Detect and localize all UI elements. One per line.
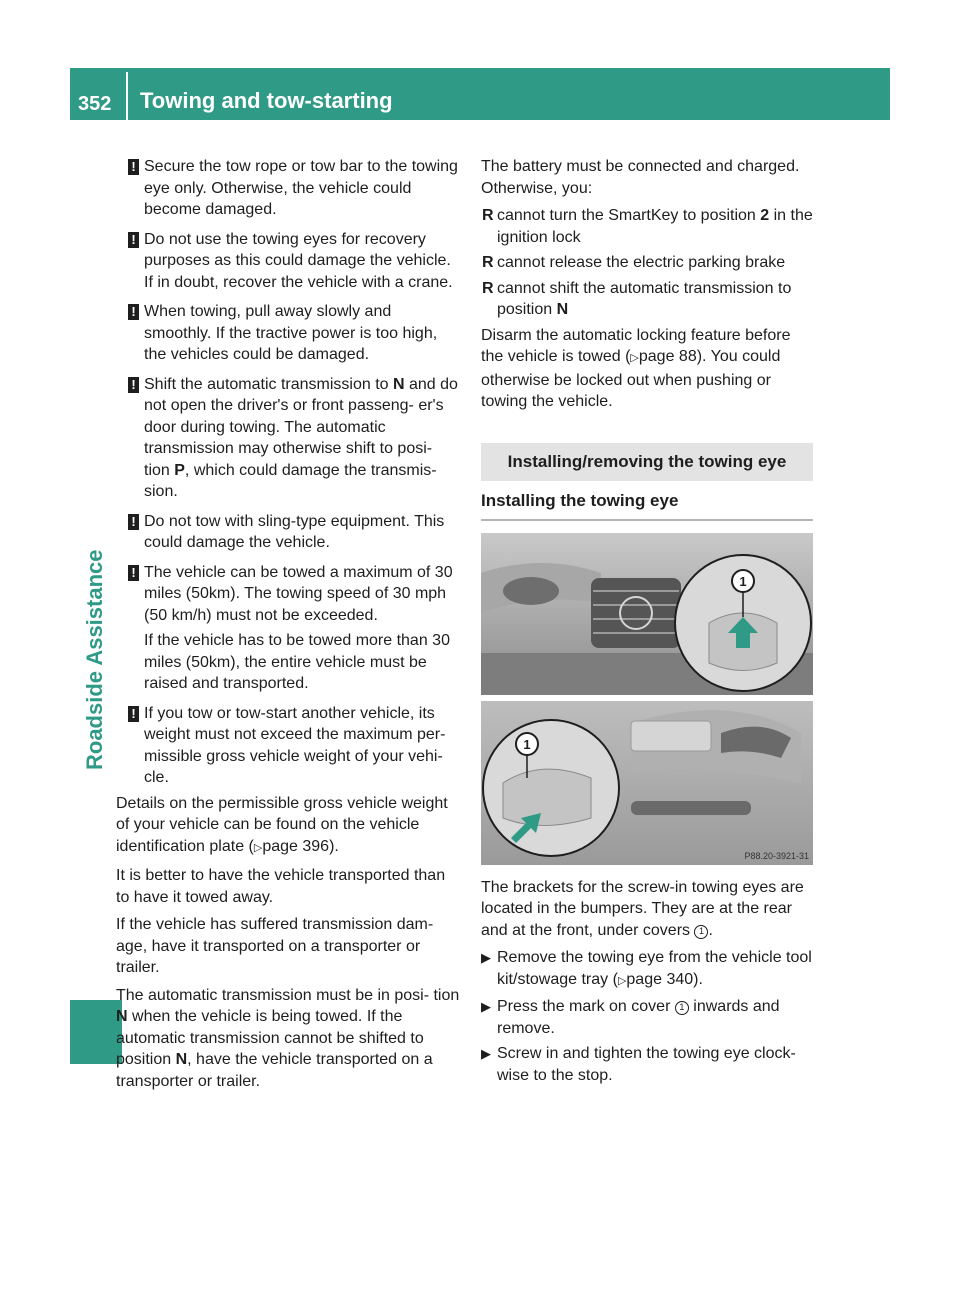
right-column <box>481 156 813 1090</box>
warning-icon: ! <box>128 514 139 530</box>
bullet-icon: R <box>482 254 494 271</box>
towing-eye-illustration <box>481 533 813 865</box>
left-column <box>116 156 460 1098</box>
step-arrow-icon: ▶ <box>481 1046 491 1061</box>
subsection-banner: Installing/removing the towing eye <box>481 443 813 481</box>
list-item: R cannot turn the SmartKey to position 2 in the ignition lock <box>482 207 813 246</box>
warning-item: ! Shift the automatic transmission to N and do not open the driver's or front passeng- er's door during towing. The automatic transmission may otherwise shift to posi- tion P, which could damage the transmis- sion. <box>116 374 460 503</box>
warning-item: ! If you tow or tow-start another vehicle, its weight must not exceed the maximum per- missible gross vehicle weight of your vehi- cle. <box>116 703 460 789</box>
bullet-icon: R <box>482 207 494 224</box>
header-divider <box>126 72 128 120</box>
instruction-step: ▶ Press the mark on cover 1 inwards and remove. <box>481 998 780 1037</box>
page-ref-icon: ▷ <box>617 974 627 987</box>
page-ref-link[interactable]: page 340 <box>626 970 694 988</box>
gross-weight-paragraph: Details on the permissible gross vehicle weight of your vehicle can be found on the vehicle identification plate (▷page 396). <box>116 794 448 855</box>
warning-icon: ! <box>128 377 139 393</box>
callout-number-icon: 1 <box>694 925 708 939</box>
transport-paragraph: It is better to have the vehicle transported than to have it towed away. <box>116 867 446 906</box>
warning-icon: ! <box>128 232 139 248</box>
warning-item: ! Secure the tow rope or tow bar to the towing eye only. Otherwise, the vehicle could become damaged. <box>116 156 460 221</box>
towing-eye-illustration-svg <box>481 533 813 865</box>
damage-paragraph: If the vehicle has suffered transmission dam- age, have it transported on a transporter or trailer. <box>116 916 434 976</box>
brackets-paragraph: The brackets for the screw-in towing eyes are located in the bumpers. They are at the rear and at the front, under covers 1 . <box>481 878 804 939</box>
disarm-paragraph: Disarm the automatic locking feature before the vehicle is towed (▷page 88). You could otherwise be locked out when pushing or towing the vehicle. <box>481 326 791 410</box>
warning-item: ! Do not tow with sling-type equipment. This could damage the vehicle. <box>116 511 460 554</box>
warning-icon: ! <box>128 304 139 320</box>
warning-icon: ! <box>128 159 139 175</box>
battery-intro: The battery must be connected and charged. Otherwise, you: <box>481 158 800 197</box>
page-ref-link[interactable]: page 396 <box>262 837 330 855</box>
page-ref-link[interactable]: page 88 <box>638 348 697 365</box>
list-item: R cannot release the electric parking brake <box>481 252 813 274</box>
page-ref-icon: ▷ <box>253 841 263 854</box>
instruction-step: ▶ Screw in and tighten the towing eye clock- wise to the stop. <box>481 1045 796 1084</box>
section-title: Towing and tow-starting <box>140 88 393 113</box>
page-number: 352 <box>78 93 112 115</box>
callout-number-rear: 1 <box>523 736 531 752</box>
bullet-icon: R <box>482 279 494 297</box>
warning-item: ! The vehicle can be towed a maximum of 30 miles (50km). The towing speed of 30 mph (50 km/h) must not be exceeded. <box>116 562 460 627</box>
warning-item: ! When towing, pull away slowly and smoothly. If the tractive power is too high, the vehicles could be damaged. <box>116 301 460 366</box>
transmission-paragraph: The automatic transmission must be in posi- tion N when the vehicle is being towed. If the automatic transmission cannot be shifted to position N, have the vehicle transported on a transporter or trailer. <box>116 986 460 1090</box>
warning-continuation: If the vehicle has to be towed more than 30 miles (50km), the entire vehicle must be raised and transported. <box>144 632 450 692</box>
side-tab-block <box>70 1000 122 1064</box>
page-ref-icon: ▷ <box>630 352 639 364</box>
list-item: R cannot shift the automatic transmission to position N <box>482 279 792 318</box>
step-arrow-icon: ▶ <box>481 950 491 965</box>
callout-number-icon: 1 <box>675 1001 689 1015</box>
figure-code: P88.20-3921-31 <box>744 850 809 861</box>
side-tab-label: Roadside Assistance <box>82 549 107 770</box>
subsection-heading: Installing the towing eye <box>481 489 813 521</box>
step-arrow-icon: ▶ <box>481 999 491 1014</box>
callout-number-front: 1 <box>739 573 747 589</box>
warning-item: ! Do not use the towing eyes for recovery purposes as this could damage the vehicle. If in doubt, recover the vehicle with a crane. <box>116 229 460 294</box>
warning-icon: ! <box>128 706 139 722</box>
instruction-step: ▶ Remove the towing eye from the vehicle tool kit/stowage tray (▷page 340). <box>481 949 812 988</box>
warning-icon: ! <box>128 565 139 581</box>
